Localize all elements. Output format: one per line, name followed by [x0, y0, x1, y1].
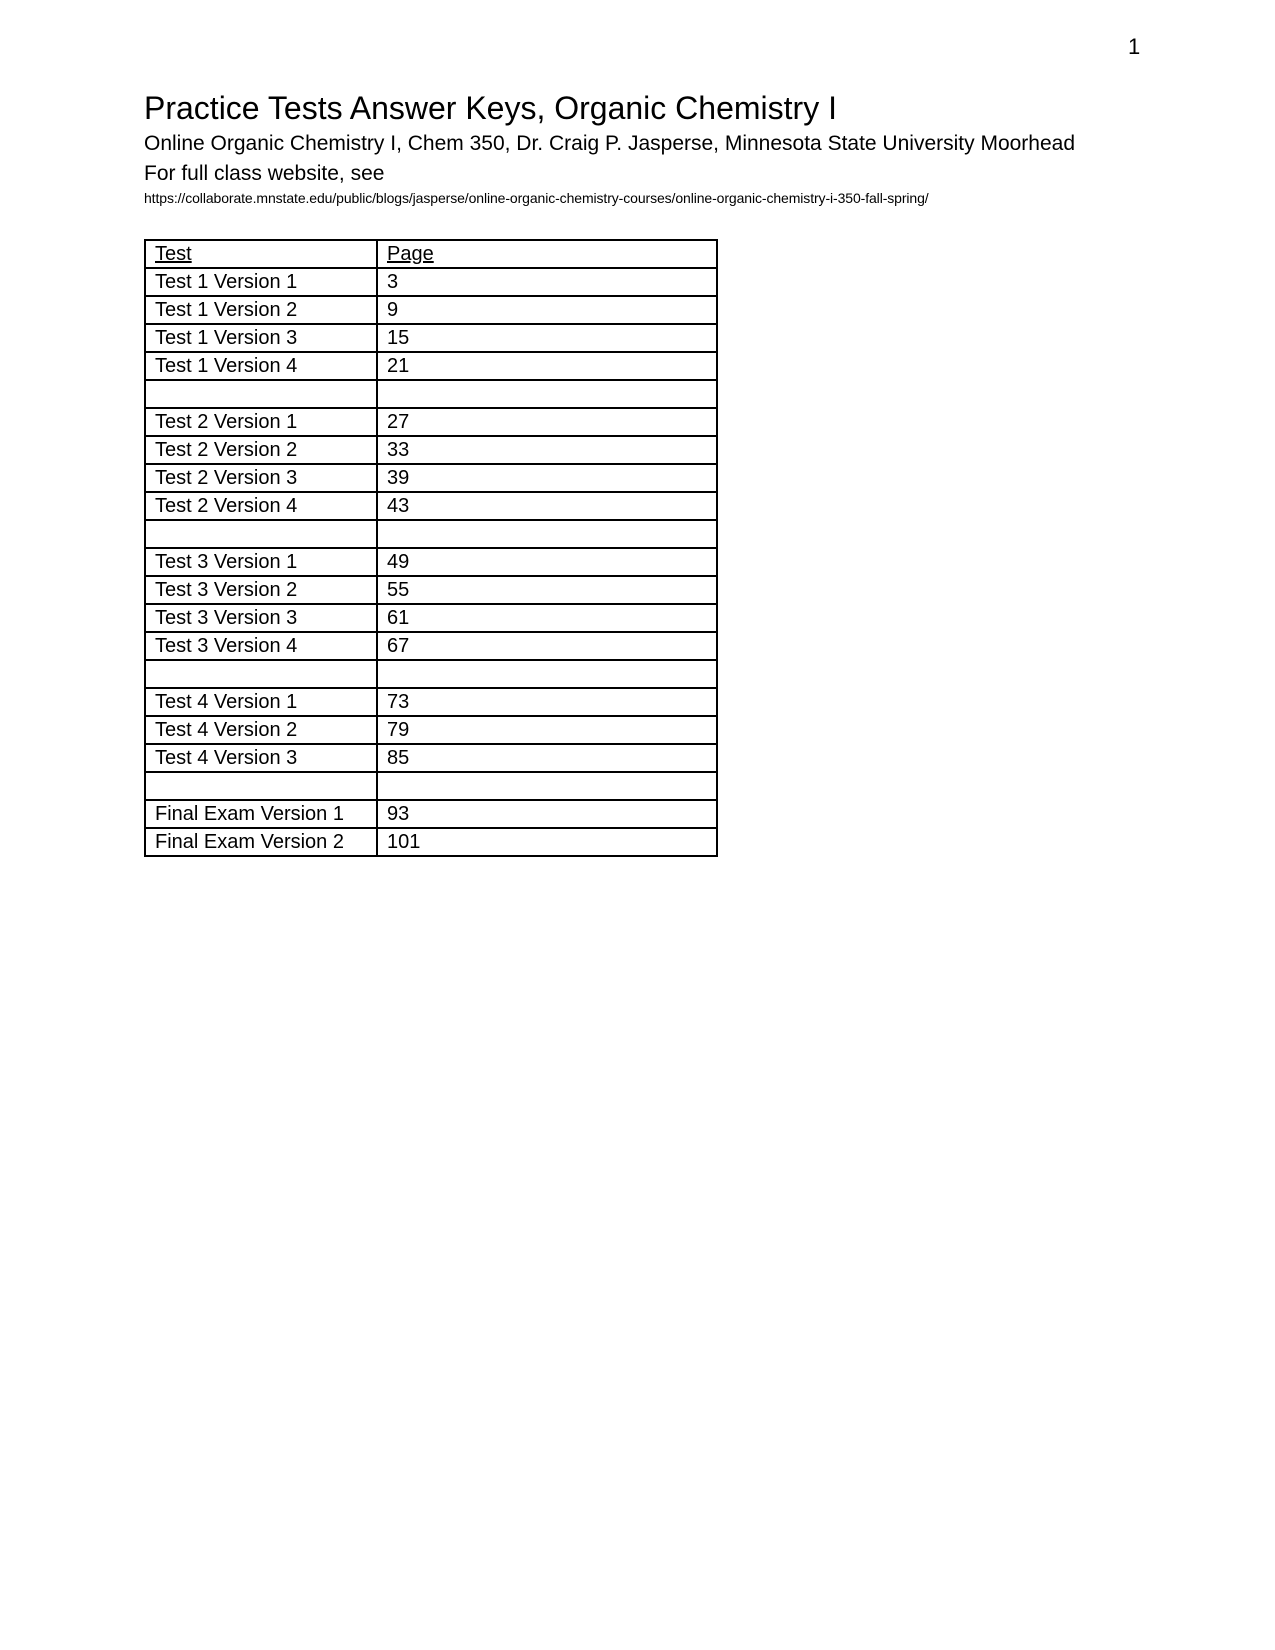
page-number-cell: 43 — [377, 492, 717, 520]
page-number-cell — [377, 380, 717, 408]
test-name-cell — [145, 660, 377, 688]
page-number-cell: 93 — [377, 800, 717, 828]
page-number-cell: 67 — [377, 632, 717, 660]
table-row — [145, 744, 717, 772]
table-row — [145, 352, 717, 380]
page-number-cell: 49 — [377, 548, 717, 576]
page-number-cell: 61 — [377, 604, 717, 632]
table-row — [145, 296, 717, 324]
header-page: Page — [377, 240, 717, 268]
table-row — [145, 800, 717, 828]
test-name-cell: Test 1 Version 4 — [145, 352, 377, 380]
test-name-cell: Test 1 Version 3 — [145, 324, 377, 352]
page-number-cell: 33 — [377, 436, 717, 464]
table-row — [145, 716, 717, 744]
answer-key-table — [144, 239, 718, 857]
page-number-cell — [377, 772, 717, 800]
table-row — [145, 492, 717, 520]
test-name-cell: Test 3 Version 3 — [145, 604, 377, 632]
test-name-cell: Test 2 Version 4 — [145, 492, 377, 520]
page-number-cell: 15 — [377, 324, 717, 352]
test-name-cell: Test 4 Version 1 — [145, 688, 377, 716]
table-row — [145, 828, 717, 856]
table-row — [145, 408, 717, 436]
table-row — [145, 604, 717, 632]
page-number-cell: 73 — [377, 688, 717, 716]
test-name-cell: Test 4 Version 2 — [145, 716, 377, 744]
test-name-cell — [145, 520, 377, 548]
test-name-cell — [145, 380, 377, 408]
table-row — [145, 576, 717, 604]
page-number-cell: 27 — [377, 408, 717, 436]
page-subtitle: Online Organic Chemistry I, Chem 350, Dr. Craig P. Jasperse, Minnesota State University Moorhead — [144, 132, 1076, 155]
test-name-cell: Test 1 Version 2 — [145, 296, 377, 324]
test-name-cell: Final Exam Version 1 — [145, 800, 377, 828]
table-header-row — [145, 240, 717, 268]
test-name-cell: Test 3 Version 4 — [145, 632, 377, 660]
table-row — [145, 660, 717, 688]
table-row — [145, 632, 717, 660]
page-number-cell: 21 — [377, 352, 717, 380]
test-name-cell: Test 2 Version 2 — [145, 436, 377, 464]
page-number-cell: 55 — [377, 576, 717, 604]
website-intro: For full class website, see — [144, 162, 385, 185]
page-number-cell: 85 — [377, 744, 717, 772]
page-title: Practice Tests Answer Keys, Organic Chemistry I — [144, 90, 837, 126]
test-name-cell: Test 2 Version 3 — [145, 464, 377, 492]
test-name-cell — [145, 772, 377, 800]
website-url: https://collaborate.mnstate.edu/public/blogs/jasperse/online-organic-chemistry-courses/online-organic-chemistry-i-350-fall-spring/ — [144, 190, 929, 206]
test-name-cell: Test 3 Version 1 — [145, 548, 377, 576]
test-name-cell: Test 4 Version 3 — [145, 744, 377, 772]
page-number-cell: 101 — [377, 828, 717, 856]
test-name-cell: Test 2 Version 1 — [145, 408, 377, 436]
page-number-cell: 3 — [377, 268, 717, 296]
table-row — [145, 380, 717, 408]
page-number-cell: 39 — [377, 464, 717, 492]
page-number-cell: 79 — [377, 716, 717, 744]
test-name-cell: Test 3 Version 2 — [145, 576, 377, 604]
table-row — [145, 464, 717, 492]
table-row — [145, 548, 717, 576]
table-row — [145, 520, 717, 548]
table-row — [145, 324, 717, 352]
page-number-cell — [377, 520, 717, 548]
page-number: 1 — [1128, 34, 1141, 59]
table-row — [145, 268, 717, 296]
page-number-cell: 9 — [377, 296, 717, 324]
table-row — [145, 436, 717, 464]
test-name-cell: Test 1 Version 1 — [145, 268, 377, 296]
test-name-cell: Final Exam Version 2 — [145, 828, 377, 856]
table-row — [145, 688, 717, 716]
table-row — [145, 772, 717, 800]
header-test: Test — [145, 240, 377, 268]
page-number-cell — [377, 660, 717, 688]
